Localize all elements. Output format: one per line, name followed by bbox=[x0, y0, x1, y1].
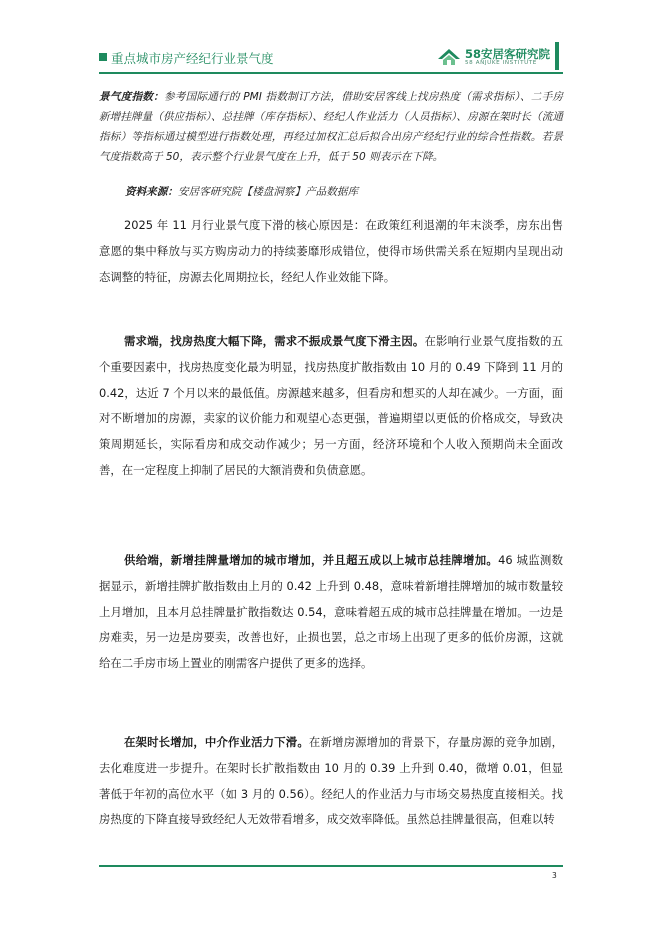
footer-divider bbox=[99, 865, 563, 867]
paragraph-lead: 供给端，新增挂牌量增加的城市增加，并且超五成以上城市总挂牌增加。 bbox=[124, 553, 499, 567]
index-definition-note bbox=[99, 87, 563, 167]
note-label: 景气度指数： bbox=[99, 91, 164, 103]
house-logo-icon bbox=[437, 48, 461, 66]
page-header bbox=[99, 42, 563, 72]
data-source-note bbox=[125, 183, 358, 201]
header-title: 重点城市房产经纪行业景气度 bbox=[111, 51, 274, 66]
header-accent-bar bbox=[555, 42, 559, 70]
paragraph-text: 2025 年 11 月行业景气度下滑的核心原因是：在政策红利退潮的年末淡季，房东出售意愿的集中释放与买方购房动力的持续萎靡形成错位，使得市场供需关系在短期内呈现出动态调整的特征，房源去化周期拉长，经纪人作业效能下降。 bbox=[99, 218, 563, 284]
paragraph-listing-duration bbox=[99, 730, 563, 833]
paragraph-lead: 需求端，找房热度大幅下降，需求不振成景气度下滑主因。 bbox=[124, 334, 425, 348]
paragraph-text: 46 城监测数据显示，新增挂牌扩散指数由上月的 0.42 上升到 0.48，意味着新增挂牌增加的城市数量较上月增加，且本月总挂牌量扩散指数达 0.54，意味着超五成的城市总挂牌量在增加。一边是房难卖，另一边是房要卖，改善也好，止损也罢，总之市场上出现了更多的低价房源，这就给在二手房市场上置业的刚需客户提供了更多的选择。 bbox=[99, 553, 563, 671]
paragraph-lead: 在架时长增加，中介作业活力下滑。 bbox=[124, 735, 309, 749]
header-bullet-icon bbox=[99, 53, 107, 61]
paragraph-demand-side bbox=[99, 329, 563, 484]
paragraph-supply-side bbox=[99, 548, 563, 677]
paragraph-text: 在新增房源增加的背景下，存量房源的竞争加剧，去化难度进一步提升。在架时长扩散指数由 10 月的 0.39 上升到 0.40，微增 0.01，但显著低于年初的高位水平（如 3 月的 0.56）。经纪人的作业活力与市场交易热度直接相关。找房热度的下降直接导致经纪人无效带看增多，成交效率降低。虽然总挂牌量很高，但难以转 bbox=[99, 735, 563, 827]
header-divider bbox=[99, 72, 563, 74]
source-text: 安居客研究院【楼盘洞察】产品数据库 bbox=[177, 186, 359, 198]
paragraph-core-reason bbox=[99, 213, 563, 290]
brand-name: 58安居客研究院 bbox=[465, 47, 551, 61]
brand-logo bbox=[437, 46, 561, 70]
paragraph-text: 在影响行业景气度指数的五个重要因素中，找房热度变化最为明显，找房热度扩散指数由 10 月的 0.49 下降到 11 月的 0.42，达近 7 个月以来的最低值。房源越来越多，但看房和想买的人却在减少。一方面，面对不断增加的房源，卖家的议价能力和观望心态更强，普遍期望以更低的价格成交，导致决策周期延长，实际看房和成交动作减少；另一方面，经济环境和个人收入预期尚未全面改善，在一定程度上抑制了居民的大额消费和负债意愿。 bbox=[99, 334, 563, 477]
note-text: 参考国际通行的 PMI 指数制订方法，借助安居客线上找房热度（需求指标）、二手房新增挂牌量（供应指标）、总挂牌（库存指标）、经纪人作业活力（人员指标）、房源在架时长（流通指标）等指标通过模型进行指数处理，再经过加权汇总后拟合出房产经纪行业的综合性指数。若景气度指数高于 50，表示整个行业景气度在上升，低于 50 则表示在下降。 bbox=[99, 91, 563, 163]
page-number: 3 bbox=[552, 871, 557, 880]
brand-subtitle: 58 ANJUKE INSTITUTE bbox=[465, 60, 537, 66]
source-label: 资料来源： bbox=[125, 186, 178, 198]
